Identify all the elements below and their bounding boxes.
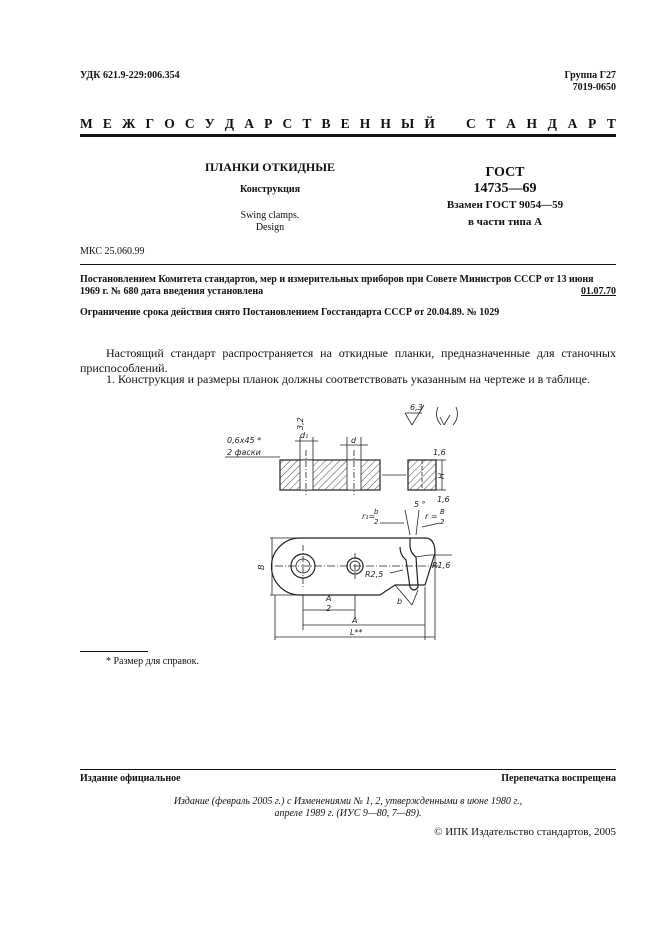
- chamfer-note: 2 фаски: [227, 448, 261, 457]
- banner-letter: С: [282, 116, 293, 131]
- r1-label: r₁=: [362, 512, 376, 521]
- banner-letter: Р: [264, 116, 273, 131]
- body-paragraph-2: 1. Конструкция и размеры планок должны соответствовать указанным на чертеже и в таблице.: [106, 372, 590, 386]
- banner-letter: С: [466, 116, 476, 131]
- banner-letter: Д: [224, 116, 235, 131]
- header-divider: [80, 264, 616, 265]
- document-subtitle: Конструкция: [239, 184, 301, 195]
- dim-r2-5: R2,5: [365, 570, 384, 579]
- document-title: ПЛАНКИ ОТКИДНЫЕ: [204, 160, 336, 174]
- limit-note: Ограничение срока действия снято Постановлением Госстандарта СССР от 20.04.89. № 1029: [80, 307, 500, 318]
- standard-banner: [80, 116, 616, 132]
- banner-letter: А: [244, 116, 254, 131]
- banner-letter: Й: [424, 116, 435, 131]
- banner-letter: Т: [302, 116, 312, 131]
- plan-view: [270, 510, 452, 640]
- half-a-num: A: [326, 594, 332, 603]
- chamfer-dimension: 0,6x45 *: [227, 436, 262, 445]
- classification-code: 7019-0650: [572, 82, 616, 93]
- banner-letter: Т: [486, 116, 496, 131]
- dim-d1: d₁: [300, 431, 309, 440]
- dim-d: d: [351, 436, 357, 445]
- copyright: © ИПК Издательство стандартов, 2005: [434, 826, 616, 838]
- edition-note-line2: апреле 1989 г. (ИУС 9—80, 7—89).: [274, 808, 422, 819]
- banner-letter: Е: [102, 116, 112, 131]
- udk-code: УДК 621.9-229:006.354: [80, 70, 180, 81]
- r-frac-num: B: [440, 508, 445, 516]
- banner-letter: Ы: [401, 116, 415, 131]
- banner-letter: О: [164, 116, 175, 131]
- banner-right: [466, 116, 616, 132]
- dim-a: A: [352, 616, 358, 625]
- dim-b-small: b: [397, 597, 403, 606]
- section-view: [225, 437, 446, 495]
- banner-letter: У: [204, 116, 215, 131]
- r1-frac-den: 2: [374, 518, 379, 526]
- official-edition: Издание официальное: [80, 773, 181, 784]
- banner-letter: Е: [340, 116, 350, 131]
- english-title-line2: Design: [255, 222, 285, 233]
- decree-date: 01.07.70: [581, 286, 616, 297]
- angle-5: 5 °: [414, 500, 426, 509]
- banner-letter: Т: [606, 116, 616, 131]
- footer-rule: [80, 769, 616, 770]
- body-paragraph-1: Настоящий стандарт распространяется на откидные планки, предназначенные для станочных приспособлений.: [80, 346, 616, 375]
- banner-letter: А: [567, 116, 578, 131]
- banner-letter: Р: [588, 116, 597, 131]
- gost-replaces: Взамен ГОСТ 9054—59: [446, 199, 564, 211]
- dim-b-height: B: [257, 564, 266, 570]
- dim-l: L**: [350, 628, 363, 637]
- half-a-den: 2: [326, 604, 332, 613]
- dim-r1-6: R1,6: [432, 561, 451, 570]
- decree-line1: Постановлением Комитета стандартов, мер и измерительных приборов при Совете Министров СССР от 13 июня: [80, 274, 594, 285]
- banner-letter: Г: [145, 116, 155, 131]
- banner-letter: Д: [547, 116, 557, 131]
- banner-letter: М: [80, 116, 93, 131]
- dim-h: H: [437, 472, 446, 479]
- mks-code: МКС 25.060.99: [80, 246, 145, 257]
- banner-letter: А: [506, 116, 516, 131]
- r-label: r =: [425, 512, 438, 521]
- gost-label: ГОСТ: [485, 165, 525, 180]
- gost-number: 14735—69: [473, 181, 537, 196]
- dim-1-6-top: 1,6: [433, 448, 446, 457]
- banner-letter: Н: [526, 116, 537, 131]
- english-title-line1: Swing clamps.: [240, 210, 300, 221]
- group-code: Группа Г27: [564, 70, 616, 81]
- footnote-rule: [80, 651, 148, 652]
- edition-note-line1: Издание (февраль 2005 г.) с Изменениями № 1, 2, утвержденными в июне 1980 г.,: [173, 796, 523, 807]
- r-frac-den: 2: [440, 518, 445, 526]
- banner-letter: В: [321, 116, 331, 131]
- footnote: * Размер для справок.: [106, 656, 199, 667]
- gost-part: в части типа А: [467, 216, 543, 228]
- banner-letter: С: [184, 116, 195, 131]
- banner-letter: Н: [359, 116, 371, 131]
- dim-1-6-bottom: 1,6: [437, 495, 450, 504]
- decree-line2: 1969 г. № 680 дата введения установлена: [80, 286, 264, 297]
- banner-left: [80, 116, 435, 132]
- dim-3-2: 3,2: [296, 417, 305, 430]
- banner-letter: Ж: [122, 116, 136, 131]
- technical-drawing: [200, 395, 470, 650]
- reprint-prohibited: Перепечатка воспрещена: [501, 773, 616, 784]
- banner-letter: Н: [380, 116, 391, 131]
- roughness-value: 6,3: [410, 403, 423, 412]
- banner-rule: [80, 134, 616, 137]
- r1-frac-num: b: [374, 508, 379, 516]
